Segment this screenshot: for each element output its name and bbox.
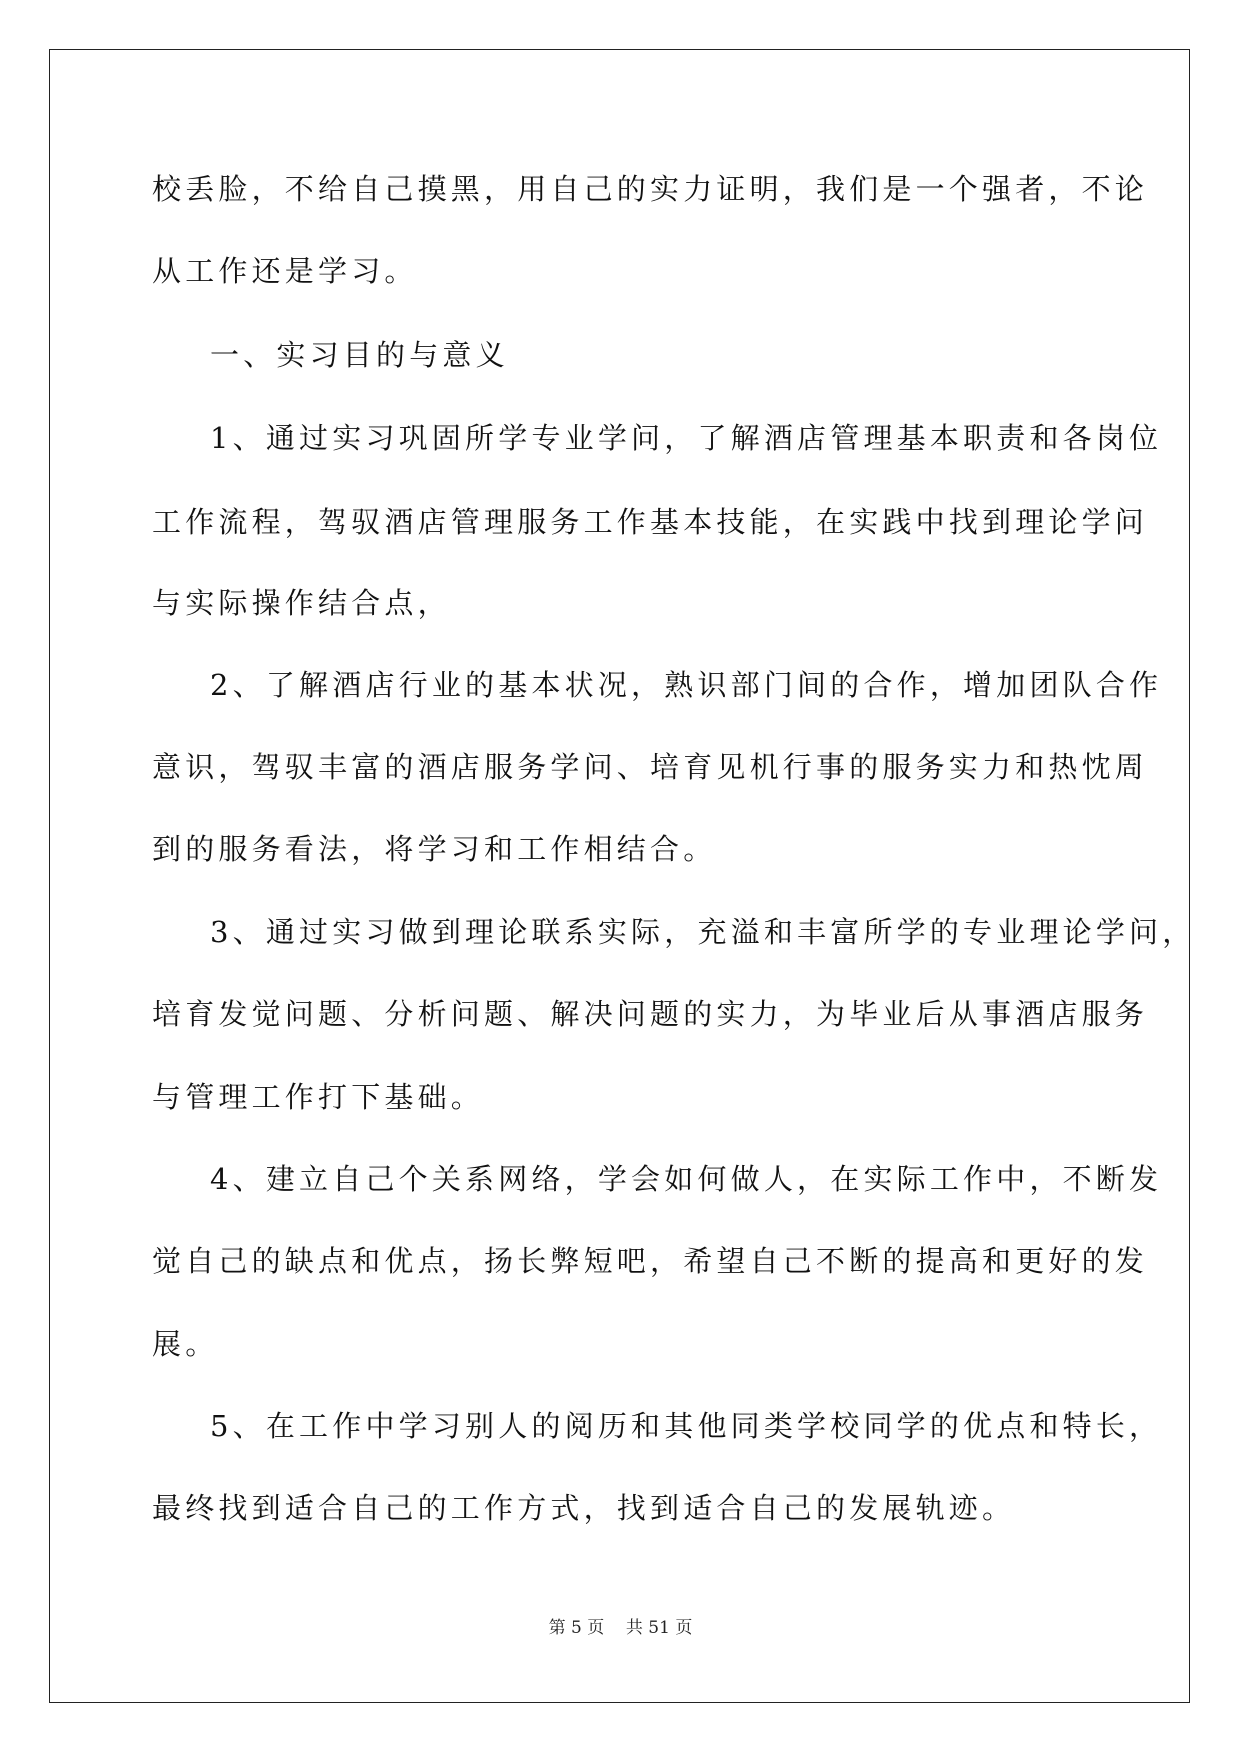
list-item-5-line: 最终找到适合自己的工作方式，找到适合自己的发展轨迹。	[152, 1491, 1016, 1525]
list-item-5-line: 5、在工作中学习别人的阅历和其他同类学校同学的优点和特长，	[210, 1409, 1163, 1443]
list-item-4-line: 4、建立自己个关系网络，学会如何做人，在实际工作中，不断发	[210, 1162, 1163, 1196]
page-number-footer: 第 5 页 共 51 页	[548, 1618, 693, 1638]
list-item-3-line: 培育发觉问题、分析问题、解决问题的实力，为毕业后从事酒店服务	[152, 997, 1149, 1031]
list-item-3-line: 3、通过实习做到理论联系实际，充溢和丰富所学的专业理论学问，	[210, 915, 1196, 949]
body-line: 从工作还是学习。	[152, 254, 418, 288]
list-item-1-line: 工作流程，驾驭酒店管理服务工作基本技能，在实践中找到理论学问	[152, 505, 1149, 539]
list-item-3-line: 与管理工作打下基础。	[152, 1080, 485, 1114]
page-border	[49, 49, 1190, 1703]
list-item-2-line: 到的服务看法，将学习和工作相结合。	[152, 832, 717, 866]
list-item-2-line: 意识，驾驭丰富的酒店服务学问、培育见机行事的服务实力和热忱周	[152, 750, 1149, 784]
list-item-2-line: 2、了解酒店行业的基本状况，熟识部门间的合作，增加团队合作	[210, 668, 1163, 702]
body-line: 校丢脸，不给自己摸黑，用自己的实力证明，我们是一个强者，不论	[152, 172, 1149, 206]
list-item-1-line: 1、通过实习巩固所学专业学问，了解酒店管理基本职责和各岗位	[210, 421, 1163, 455]
list-item-4-line: 觉自己的缺点和优点，扬长弊短吧，希望自己不断的提高和更好的发	[152, 1244, 1149, 1278]
list-item-4-line: 展。	[152, 1327, 219, 1361]
section-heading: 一、实习目的与意义	[210, 338, 509, 372]
list-item-1-line: 与实际操作结合点，	[152, 586, 451, 620]
